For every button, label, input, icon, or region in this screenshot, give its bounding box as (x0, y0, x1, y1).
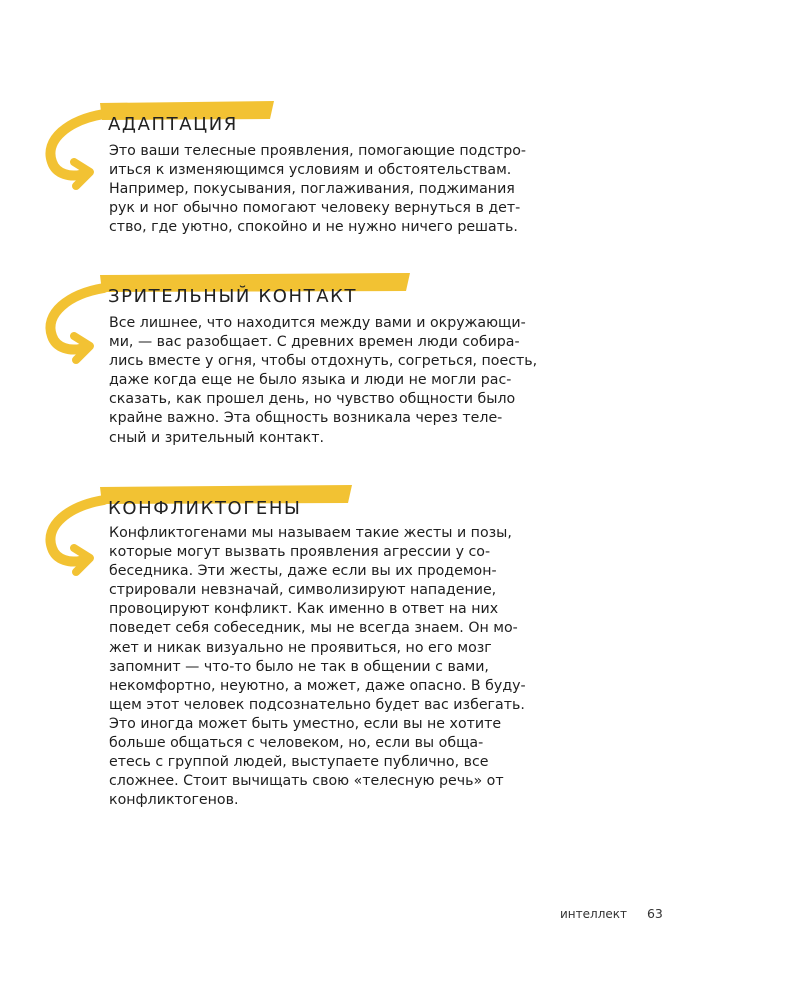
text-line: рук и ног обычно помогают человеку вернуться в дет- (109, 200, 521, 217)
page-number: 63 (646, 906, 663, 921)
text-line: конфликтогенов. (109, 792, 239, 809)
section-body (109, 314, 595, 448)
text-line: етесь с группой людей, выступаете публично, все (109, 754, 489, 771)
page-footer (560, 906, 663, 921)
text-line: ми, — вас разобщает. С древних времен люди собира- (109, 334, 520, 351)
text-line: иться к изменяющимся условиям и обстоятельствам. (109, 162, 512, 179)
text-line: стрировали невзначай, символизируют нападение, (109, 582, 497, 599)
text-line: даже когда еще не было языка и люди не могли рас- (109, 372, 512, 389)
heading-conflictogens (104, 480, 360, 519)
text-line: крайне важно. Эта общность возникала через теле- (109, 410, 503, 427)
text-line: сказать, как прошел день, но чувство общности было (109, 391, 516, 408)
text-line: ство, где уютно, спокойно и не нужно ничего решать. (109, 219, 518, 236)
text-line: которые могут вызвать проявления агрессии у со- (109, 544, 491, 561)
text-line: Например, покусывания, поглаживания, поджимания (109, 181, 515, 198)
heading-adaptation (104, 96, 280, 135)
text-line: больше общаться с человеком, но, если вы обща- (109, 735, 484, 752)
section-body (109, 524, 595, 810)
text-line: сложнее. Стоит вычищать свою «телесную речь» от (109, 773, 504, 790)
text-line: щем этот человек подсознательно будет вас избегать. (109, 696, 525, 713)
text-line: Конфликтогенами мы называем такие жесты и позы, (109, 525, 512, 541)
text-line: Это иногда может быть уместно, если вы не хотите (109, 715, 502, 732)
text-line: Это ваши телесные проявления, помогающие подстро- (109, 143, 527, 159)
curved-arrow-icon (38, 494, 110, 584)
section-title: АДАПТАЦИЯ (108, 113, 238, 135)
text-line: жет и никак визуально не проявиться, но его мозг (109, 639, 492, 656)
text-line: провоцируют конфликт. Как именно в ответ на них (109, 601, 499, 618)
text-line: Все лишнее, что находится между вами и окружающи- (109, 315, 526, 331)
text-line: некомфортно, неуютно, а может, даже опасно. В буду- (109, 677, 526, 694)
curved-arrow-icon (38, 282, 110, 372)
footer-label: интеллект (560, 907, 627, 921)
text-line: запомнит — что-то было не так в общении с вами, (109, 658, 489, 675)
heading-eye-contact (104, 268, 414, 307)
section-title: ЗРИТЕЛЬНЫЙ КОНТАКТ (108, 285, 358, 307)
text-line: лись вместе у огня, чтобы отдохнуть, согреться, поесть, (109, 353, 538, 370)
text-line: сный и зрительный контакт. (109, 429, 324, 446)
text-line: поведет себя собеседник, мы не всегда знаем. Он мо- (109, 620, 518, 637)
section-body (109, 142, 595, 237)
section-title: КОНФЛИКТОГЕНЫ (108, 497, 302, 519)
text-line: беседника. Эти жесты, даже если вы их продемон- (109, 563, 497, 580)
